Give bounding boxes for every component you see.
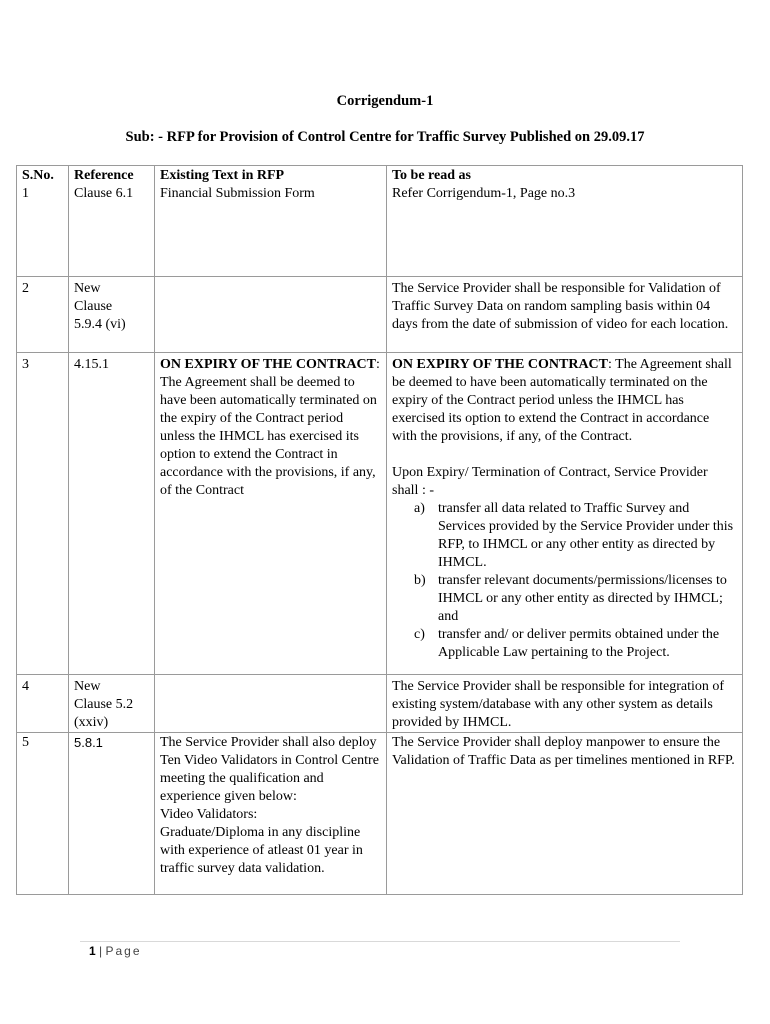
cell-to-be-read: The Service Provider shall be responsible for Validation of Traffic Survey Data on random sampling basis within 04 days from the date of submission of video for each location. bbox=[387, 276, 743, 352]
cell-sno: 5 bbox=[17, 732, 69, 894]
reference-line: Clause bbox=[74, 298, 113, 314]
header-to-be-read: To be read as bbox=[387, 166, 743, 186]
document-title: Corrigendum-1 bbox=[336, 93, 434, 109]
cell-reference bbox=[69, 276, 155, 352]
to-be-read-para: Upon Expiry/ Termination of Contract, Service Provider shall : - bbox=[392, 464, 708, 498]
list-item bbox=[392, 572, 737, 626]
list-item bbox=[392, 626, 737, 662]
list-item-text: transfer relevant documents/permissions/licenses to IHMCL or any other entity as directed by IHMCL; and bbox=[438, 572, 727, 624]
cell-sno: 4 bbox=[17, 674, 69, 732]
list-marker: c) bbox=[414, 626, 425, 642]
existing-para: Video Validators: bbox=[160, 806, 258, 822]
existing-para: Graduate/Diploma in any discipline with experience of atleast 01 year in traffic survey data validation. bbox=[160, 824, 363, 876]
cell-to-be-read: Refer Corrigendum-1, Page no.3 bbox=[387, 185, 743, 276]
cell-reference: 5.8.1 bbox=[69, 732, 155, 894]
cell-existing-text: Financial Submission Form bbox=[155, 185, 387, 276]
existing-para: The Service Provider shall also deploy Ten Video Validators in Control Centre meeting the qualification and experience given below: bbox=[160, 734, 379, 804]
cell-reference: Clause 6.1 bbox=[69, 185, 155, 276]
cell-existing-text bbox=[155, 732, 387, 894]
table-row bbox=[17, 276, 743, 352]
cell-sno: 3 bbox=[17, 352, 69, 674]
reference-line: New bbox=[74, 678, 101, 694]
reference-line: New bbox=[74, 280, 101, 296]
cell-reference: 4.15.1 bbox=[69, 352, 155, 674]
header-sno: S.No. bbox=[17, 166, 69, 186]
cell-existing-text bbox=[155, 674, 387, 732]
cell-sno: 1 bbox=[17, 185, 69, 276]
cell-to-be-read: The Service Provider shall be responsible for integration of existing system/database with any other system as details provided by IHMCL. bbox=[387, 674, 743, 732]
table-row bbox=[17, 352, 743, 674]
reference-line: Clause 5.2 bbox=[74, 696, 134, 712]
header-reference: Reference bbox=[69, 166, 155, 186]
table-header-row bbox=[17, 166, 743, 186]
cell-existing-text bbox=[155, 276, 387, 352]
reference-line: 5.9.4 (vi) bbox=[74, 316, 126, 332]
obligations-list bbox=[392, 500, 737, 662]
table-row bbox=[17, 732, 743, 894]
page-footer bbox=[89, 944, 142, 958]
to-be-read-para bbox=[392, 356, 737, 446]
footer-separator: | bbox=[99, 944, 103, 958]
page-label: Page bbox=[105, 944, 142, 958]
table-row bbox=[17, 185, 743, 276]
existing-emphasis: ON EXPIRY OF THE CONTRACT bbox=[160, 356, 377, 372]
table-row bbox=[17, 674, 743, 732]
existing-body: : The Agreement shall be deemed to have been automatically terminated on the expiry of the Contract period unless the IHMCL has exercised its option to extend the Contract in accordance with the provisions, if any, of the Contract bbox=[160, 356, 380, 498]
list-marker: a) bbox=[414, 500, 425, 516]
cell-to-be-read: The Service Provider shall deploy manpower to ensure the Validation of Traffic Data as per timelines mentioned in RFP. bbox=[387, 732, 743, 894]
footer-divider bbox=[80, 941, 680, 942]
to-be-read-emphasis: ON EXPIRY OF THE CONTRACT bbox=[392, 356, 609, 372]
list-item bbox=[392, 500, 737, 572]
cell-to-be-read bbox=[387, 352, 743, 674]
document-subject: Sub: - RFP for Provision of Control Centre for Traffic Survey Published on 29.09.17 bbox=[125, 129, 645, 145]
list-item-text: transfer all data related to Traffic Survey and Services provided by the Service Provider under this RFP, to IHMCL or any other entity as directed by IHMCL. bbox=[438, 500, 734, 570]
page-number: 1 bbox=[89, 944, 96, 958]
reference-line: (xxiv) bbox=[74, 714, 109, 730]
corrigendum-table bbox=[16, 165, 743, 895]
cell-sno: 2 bbox=[17, 276, 69, 352]
list-item-text: transfer and/ or deliver permits obtained under the Applicable Law pertaining to the Project. bbox=[438, 626, 720, 660]
list-marker: b) bbox=[414, 572, 426, 588]
to-be-read-body: : The Agreement shall be deemed to have been automatically terminated on the expiry of the Contract period unless the IHMCL has exercised its option to extend the Contract in accordance with the provisions, if any, of the Contract. bbox=[392, 356, 732, 444]
cell-reference bbox=[69, 674, 155, 732]
cell-existing-text bbox=[155, 352, 387, 674]
header-existing-text: Existing Text in RFP bbox=[155, 166, 387, 186]
